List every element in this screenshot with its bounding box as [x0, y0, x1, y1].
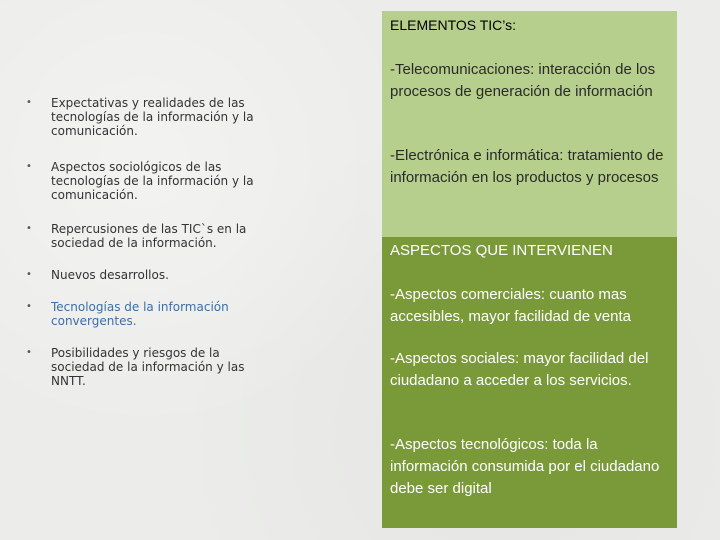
- aspectos-item: -Aspectos sociales: mayor facilidad del ciudadano a acceder a los servicios.: [390, 350, 649, 389]
- aspectos-title: ASPECTOS QUE INTERVIENEN: [390, 242, 613, 259]
- aspectos-item: -Aspectos comerciales: cuanto mas accesibles, mayor facilidad de venta: [390, 286, 631, 325]
- list-item-text: Posibilidades y riesgos de la sociedad de la información y las NNTT.: [51, 346, 245, 388]
- list-item: [26, 222, 266, 250]
- bullet-icon: •: [26, 97, 32, 108]
- bullet-icon: •: [26, 269, 32, 280]
- list-item: [26, 96, 266, 138]
- list-item-text: Aspectos sociológicos de las tecnologías de la información y la comunicación.: [51, 160, 254, 202]
- bullet-list: [26, 96, 266, 388]
- list-item-text: Nuevos desarrollos.: [51, 268, 169, 282]
- bullet-icon: •: [26, 223, 32, 234]
- list-item-text: Repercusiones de las TIC`s en la sociedad de la información.: [51, 222, 247, 250]
- bullet-icon: •: [26, 301, 32, 312]
- list-item-text: Expectativas y realidades de las tecnologías de la información y la comunicación.: [51, 96, 254, 138]
- list-item-text: Tecnologías de la información convergentes.: [51, 300, 229, 328]
- elementos-item: -Electrónica e informática: tratamiento de información en los productos y procesos: [390, 147, 664, 186]
- bullet-icon: •: [26, 347, 32, 358]
- bullet-icon: •: [26, 161, 32, 172]
- elementos-tic-panel: [382, 11, 677, 237]
- aspectos-item: -Aspectos tecnológicos: toda la información consumida por el ciudadano debe ser digital: [390, 436, 660, 497]
- elementos-tic-title: ELEMENTOS TIC’s:: [390, 17, 517, 33]
- list-item: [26, 160, 266, 202]
- elementos-item: -Telecomunicaciones: interacción de los procesos de generación de información: [390, 61, 656, 100]
- list-item: [26, 300, 266, 328]
- list-item: [26, 346, 266, 388]
- list-item: [26, 268, 266, 282]
- aspectos-panel: [382, 237, 677, 528]
